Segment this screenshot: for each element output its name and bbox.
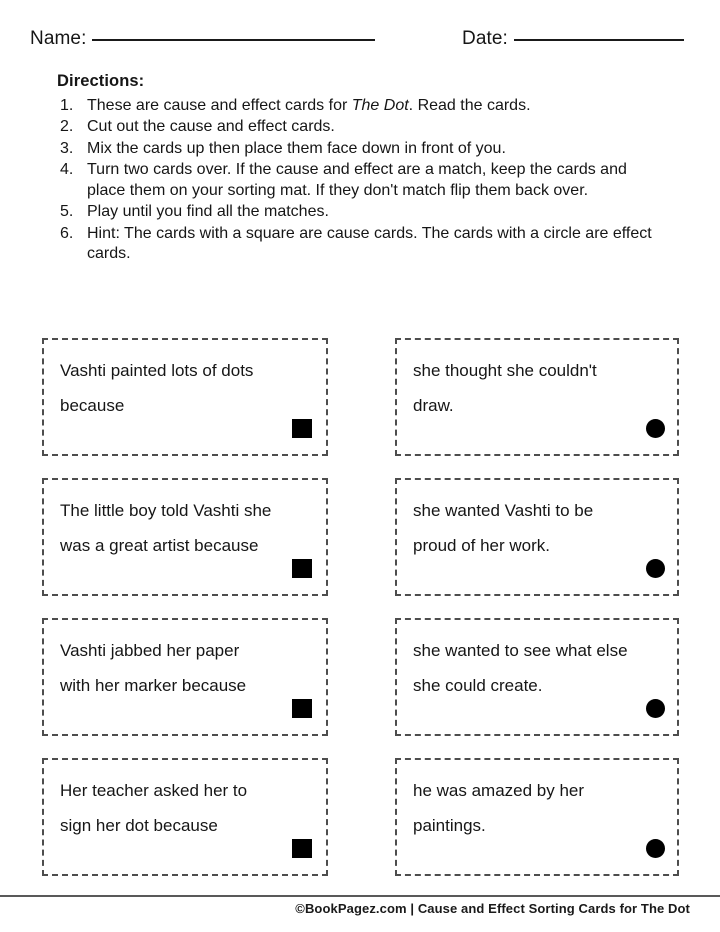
card-line-2: she could create.	[413, 676, 543, 695]
direction-item-1	[57, 96, 677, 116]
direction-text: Mix the cards up then place them face down in front of you.	[87, 139, 506, 157]
square-marker-icon	[292, 839, 312, 858]
direction-item-5	[57, 202, 677, 222]
square-marker-icon	[292, 559, 312, 578]
direction-number: 5.	[60, 203, 74, 221]
directions-list	[57, 96, 677, 265]
direction-text	[87, 96, 662, 116]
cause-card[interactable]	[42, 338, 328, 456]
date-field	[462, 28, 684, 50]
direction-text: Turn two cards over. If the cause and effect are a match, keep the cards and place them on your sorting mat. If they don't match flip them back over.	[87, 161, 627, 199]
name-write-line[interactable]	[92, 39, 375, 41]
card-line-2: sign her dot because	[60, 816, 218, 835]
card-line-2: because	[60, 396, 125, 415]
direction-item-2	[57, 117, 677, 137]
effect-card[interactable]	[395, 758, 679, 876]
cause-card[interactable]	[42, 618, 328, 736]
worksheet-header	[0, 28, 720, 58]
cause-card[interactable]	[42, 758, 328, 876]
circle-marker-icon	[646, 419, 665, 438]
direction-text: Play until you find all the matches.	[87, 203, 329, 221]
date-label: Date:	[462, 28, 508, 49]
card-line-2: with her marker because	[60, 676, 247, 695]
direction-number: 4.	[60, 161, 74, 179]
card-row	[0, 758, 720, 898]
square-marker-icon	[292, 419, 312, 438]
cause-card[interactable]	[42, 478, 328, 596]
effect-card[interactable]	[395, 338, 679, 456]
direction-text: Hint: The cards with a square are cause cards. The cards with a circle are effect cards.	[87, 224, 652, 263]
direction-number: 1.	[60, 97, 74, 114]
circle-marker-icon	[646, 559, 665, 578]
direction-item-6	[57, 224, 677, 265]
card-line-1: Vashti painted lots of dots	[60, 361, 254, 380]
direction-item-3	[57, 139, 677, 159]
card-row	[0, 618, 720, 758]
effect-card[interactable]	[395, 618, 679, 736]
circle-marker-icon	[646, 839, 665, 858]
sorting-cards-grid	[0, 338, 720, 898]
card-line-2: draw.	[413, 396, 454, 415]
direction-number: 3.	[60, 139, 74, 157]
card-row	[0, 338, 720, 478]
footer-divider	[0, 895, 720, 897]
card-line-2: was a great artist because	[60, 536, 259, 555]
directions-section	[57, 72, 677, 266]
name-label: Name:	[30, 28, 87, 49]
footer-attribution: ©BookPagez.com | Cause and Effect Sorting Cards for The Dot	[295, 901, 690, 916]
book-title-emphasis: The Dot	[351, 97, 409, 114]
direction-item-4	[57, 160, 677, 201]
card-line-1: he was amazed by her	[413, 781, 585, 800]
name-field	[30, 28, 375, 50]
effect-card[interactable]	[395, 478, 679, 596]
card-line-1: Her teacher asked her to	[60, 781, 248, 800]
direction-number: 2.	[60, 118, 74, 136]
card-line-1: Vashti jabbed her paper	[60, 641, 240, 660]
card-line-1: she thought she couldn't	[413, 361, 597, 380]
card-line-1: she wanted to see what else	[413, 641, 628, 660]
directions-heading: Directions:	[57, 72, 145, 90]
square-marker-icon	[292, 699, 312, 718]
circle-marker-icon	[646, 699, 665, 718]
direction-number: 6.	[60, 224, 74, 242]
direction-text: Cut out the cause and effect cards.	[87, 118, 335, 136]
card-line-2: proud of her work.	[413, 536, 551, 555]
card-line-2: paintings.	[413, 816, 486, 835]
direction-text-before: These are cause and effect cards for	[87, 97, 352, 114]
card-line-1: she wanted Vashti to be	[413, 501, 594, 520]
direction-text-after: . Read the cards.	[408, 97, 531, 114]
card-line-1: The little boy told Vashti she	[60, 501, 272, 520]
card-row	[0, 478, 720, 618]
date-write-line[interactable]	[514, 39, 684, 41]
